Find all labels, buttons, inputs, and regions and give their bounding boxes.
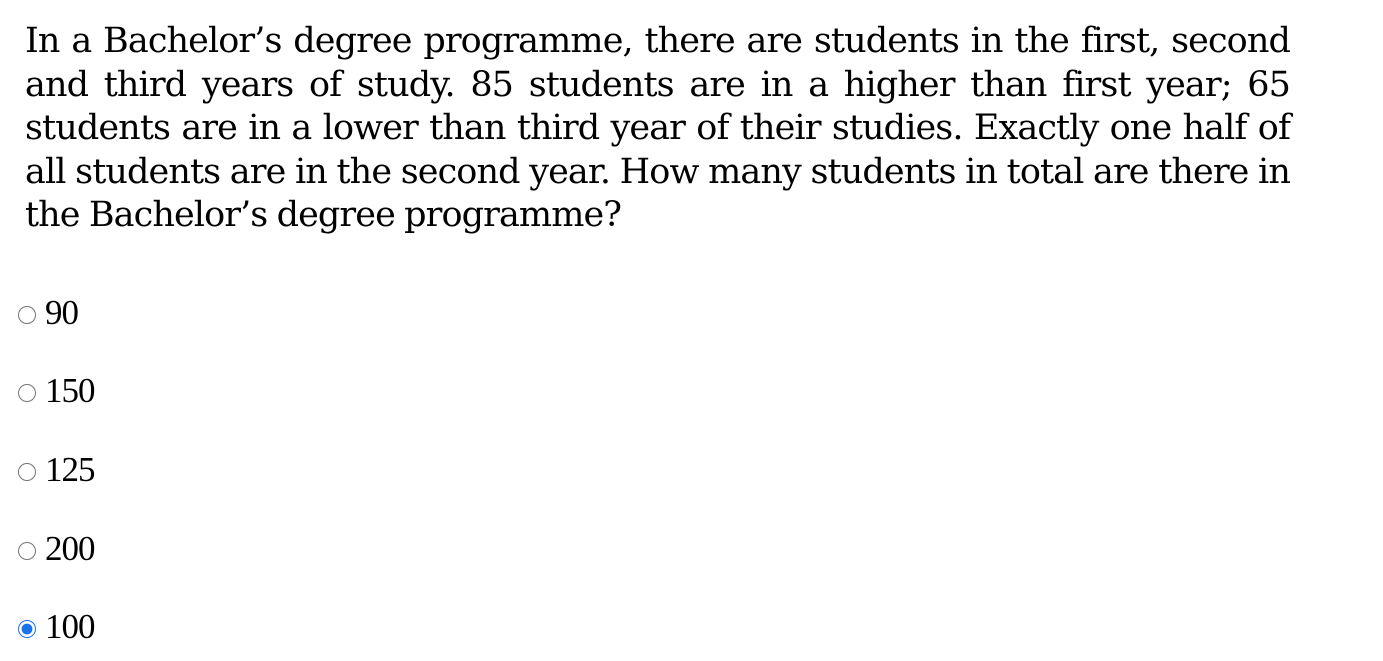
option-label: 100 [45, 607, 95, 646]
option-label: 90 [45, 293, 78, 332]
option-150[interactable] [18, 371, 95, 411]
option-label: 150 [45, 371, 95, 410]
radio-option-150[interactable] [18, 384, 36, 402]
radio-option-200[interactable] [18, 542, 36, 560]
option-90[interactable] [18, 293, 78, 333]
option-100[interactable] [18, 607, 95, 647]
radio-option-125[interactable] [18, 463, 36, 481]
radio-option-90[interactable] [18, 306, 36, 324]
question-text: In a Bachelor’s degree programme, there are students in the first, second and third years of study. 85 students are in a higher than first year; 65 students are in a lower than third year of their studies. Exactly one half of all students are in the second year. How many students in total are there in the Bachelor’s degree programme? [25, 21, 1290, 235]
option-200[interactable] [18, 529, 95, 569]
option-125[interactable] [18, 450, 95, 490]
option-label: 200 [45, 529, 95, 568]
radio-option-100[interactable] [18, 620, 36, 638]
option-label: 125 [45, 450, 95, 489]
